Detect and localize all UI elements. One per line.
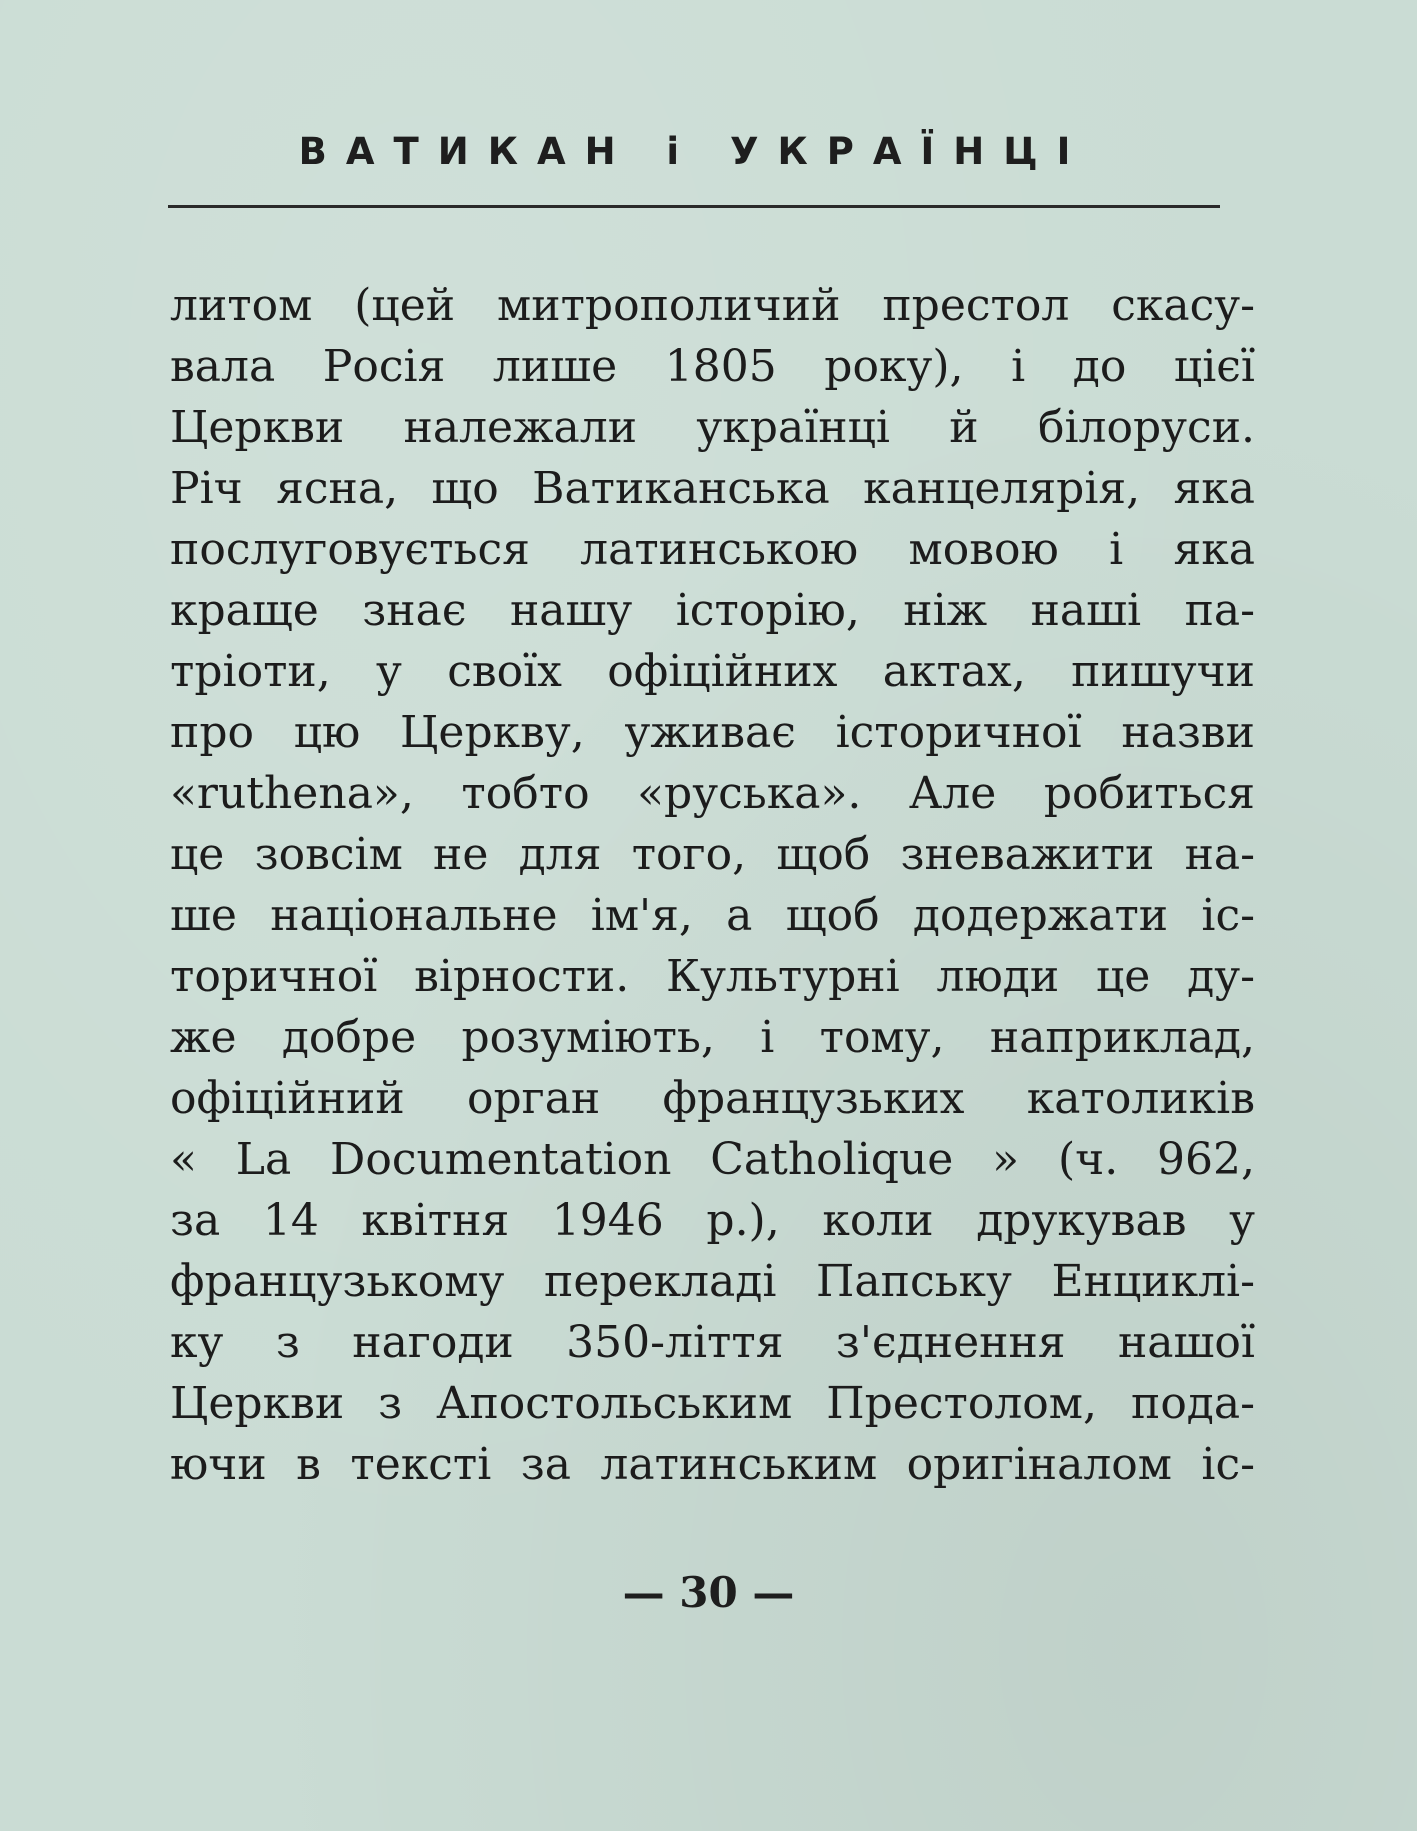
- text-line: ше національне ім'я, а щоб додержати іс-: [170, 890, 1255, 941]
- header-rule: [168, 205, 1220, 208]
- text-line: вала Росія лише 1805 року), і до цієї: [170, 341, 1255, 392]
- text-line: це зовсім не для того, щоб зневажити на-: [170, 829, 1255, 880]
- text-line: торичної вірности. Культурні люди це ду-: [170, 951, 1255, 1002]
- text-line: Річ ясна, що Ватиканська канцелярія, яка: [170, 463, 1255, 514]
- text-line: про цю Церкву, уживає історичної назви: [170, 707, 1255, 758]
- text-line: французькому перекладі Папську Енциклі-: [170, 1256, 1255, 1307]
- text-line: послуговується латинською мовою і яка: [170, 524, 1255, 575]
- text-line: «ruthena», тобто «руська». Але робиться: [170, 768, 1255, 819]
- page-number: — 30 —: [622, 1568, 795, 1617]
- running-head: ВАТИКАН і УКРАЇНЦІ: [298, 130, 1090, 173]
- body-text: [170, 275, 1255, 1495]
- text-line: ку з нагоди 350-ліття з'єднення нашої: [170, 1317, 1255, 1368]
- text-line: же добре розуміють, і тому, наприклад,: [170, 1012, 1255, 1063]
- text-line: ючи в тексті за латинським оригіналом іс-: [170, 1439, 1255, 1490]
- text-line: офіційний орган французьких католиків: [170, 1073, 1255, 1124]
- text-line: тріоти, у своїх офіційних актах, пишучи: [170, 646, 1255, 697]
- text-line: « La Documentation Catholique » (ч. 962,: [170, 1134, 1255, 1185]
- text-line: литом (цей митрополичий престол скасу-: [170, 280, 1255, 331]
- text-line: краще знає нашу історію, ніж наші па-: [170, 585, 1255, 636]
- text-line: Церкви належали українці й білоруси.: [170, 402, 1255, 453]
- text-line: за 14 квітня 1946 р.), коли друкував у: [170, 1195, 1255, 1246]
- text-line: Церкви з Апостольським Престолом, пода-: [170, 1378, 1255, 1429]
